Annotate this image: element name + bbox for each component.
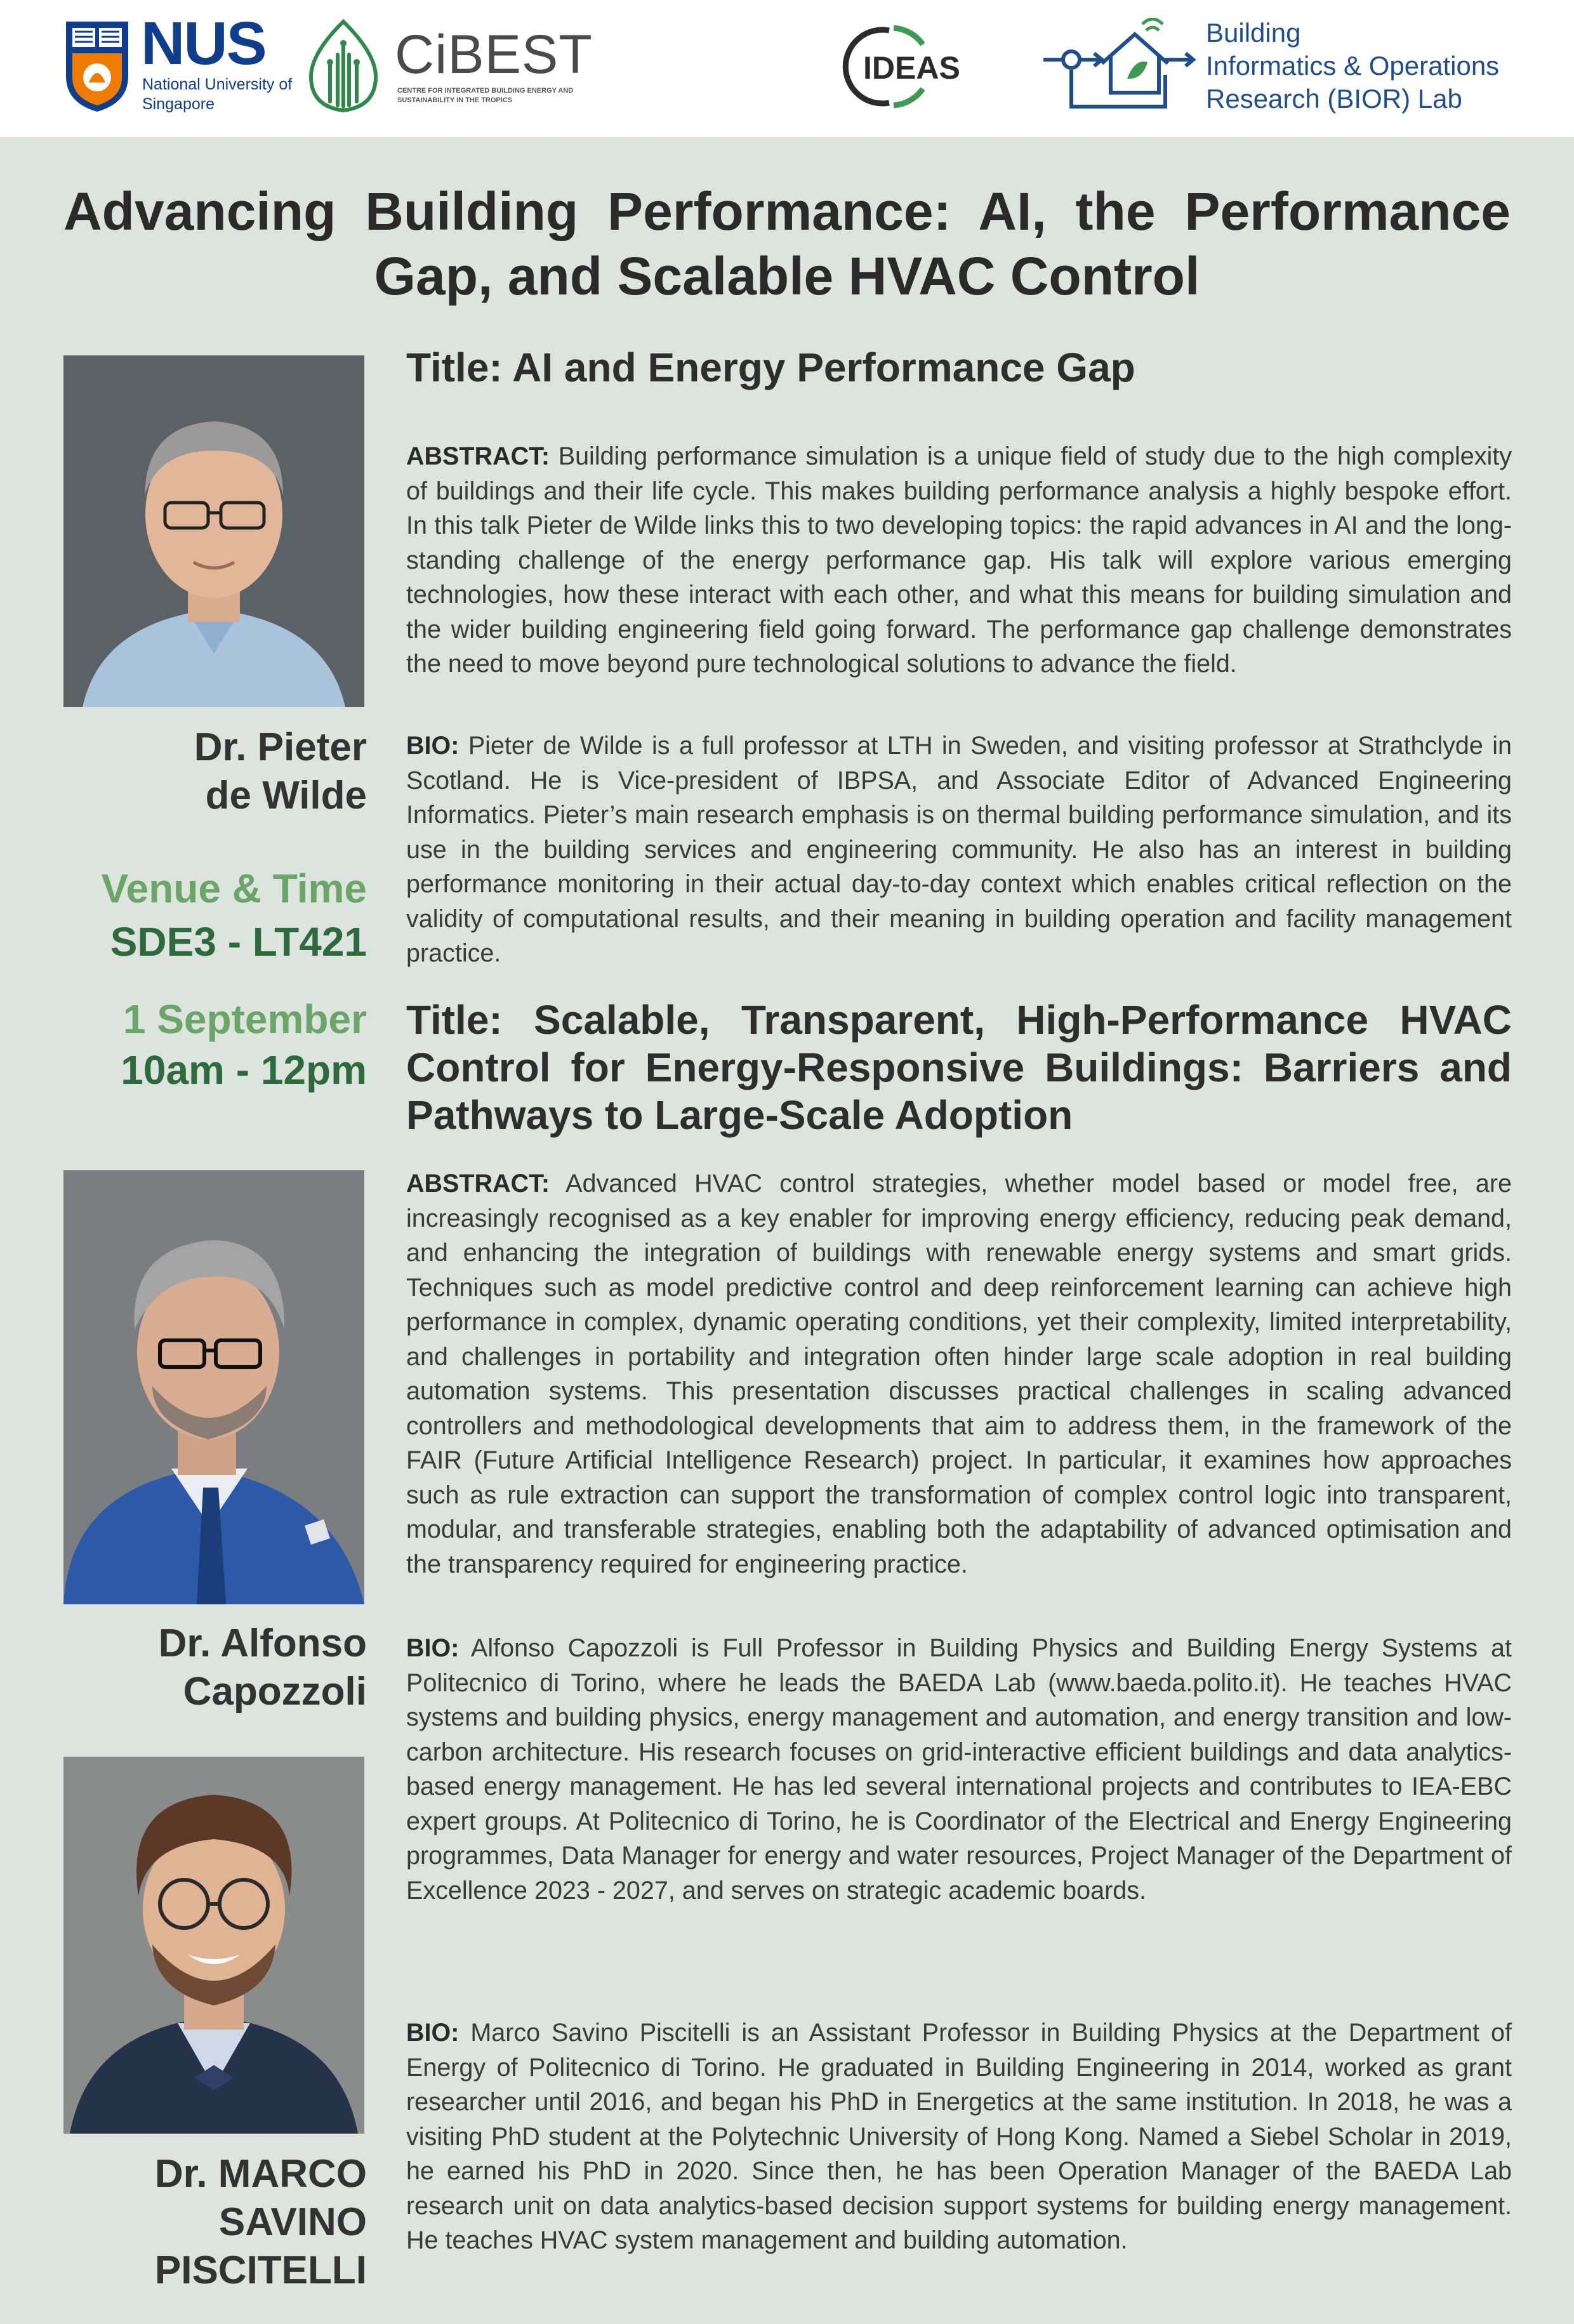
bior-line-3: Research (BIOR) Lab (1206, 84, 1462, 114)
venue-time-label: Venue & Time (101, 866, 367, 911)
nus-wordmark: NUS (141, 10, 266, 77)
speaker-name-line: SAVINO (218, 2200, 367, 2244)
talk1-title: Title: AI and Energy Performance Gap (406, 345, 1135, 390)
logo-bar (0, 0, 1574, 137)
nus-crest-logo (63, 19, 131, 114)
event-title: Advancing Building Performance: AI, the Performance Gap, and Scalable HVAC Control (63, 182, 1511, 306)
talk1-abstract (406, 439, 1512, 682)
talk2-abstract (406, 1166, 1512, 1581)
ideas-logo (842, 19, 1000, 114)
talk1-bio (406, 729, 1512, 971)
bior-lab-wordmark (1206, 17, 1561, 116)
speaker-name-line: Dr. MARCO (154, 2152, 367, 2196)
bior-line-2: Informatics & Operations (1206, 51, 1500, 81)
speaker-name-line: de Wilde (205, 774, 367, 817)
cibest-wordmark: CiBEST (395, 24, 593, 85)
speaker-name-line: PISCITELLI (154, 2248, 367, 2292)
speaker-name-line: Dr. Pieter (194, 725, 367, 769)
piscitelli-bio (406, 2016, 1512, 2258)
speaker-name-line: Dr. Alfonso (158, 1621, 367, 1665)
capozzoli-bio (406, 1631, 1512, 1908)
abstract-label: ABSTRACT: (406, 1170, 550, 1198)
bio-text: Pieter de Wilde is a full professor at LTH in Sweden, and visiting professor at Strathclyde in Scotland. He is Vice-president of IBPSA, and Associate Editor of Advanced Engineering Informatics. Pieter’s main research emphasis is on thermal building performance simulation, and its use in the building services and engineering community. He also has an interest in building performance monitoring in their actual day-to-day context which enables critical reflection on the validity of computational results, and their meaning in building operation and facility management practice. (406, 732, 1512, 967)
bio-label: BIO: (406, 2019, 460, 2047)
marco-savino-piscitelli-photo (63, 1757, 364, 2134)
abstract-text: Building performance simulation is a unique field of study due to the high complexity of buildings and their life cycle. This makes building performance analysis a highly bespoke effort. In this talk Pieter de Wilde links this to two developing topics: the rapid advances in AI and the long-standing challenge of the energy performance gap. His talk will explore various emerging technologies, how these interact with each other, and what this means for building simulation and the wider building engineering field going forward. The performance gap challenge demonstrates the need to move beyond pure technological solutions to advance the field. (406, 442, 1512, 678)
talk2-title: Title: Scalable, Transparent, High-Performance HVAC Control for Energy-Responsive Buildings: Barriers and Pathways to Large-Scale Adoption (406, 997, 1512, 1138)
event-date: 1 September (122, 996, 367, 1042)
bior-lab-logo (1041, 18, 1200, 117)
bio-label: BIO: (406, 1634, 460, 1662)
bior-line-1: Building (1206, 18, 1301, 48)
pieter-de-wilde-photo (63, 355, 364, 707)
abstract-text: Advanced HVAC control strategies, whether model based or model free, are increasingly recognised as a key enabler for improving energy efficiency, reducing peak demand, and enhancing the integration of buildings with renewable energy systems and smart grids. Techniques such as model predictive control and deep reinforcement learning can achieve high performance in complex, dynamic operating conditions, yet their complexity, limited interpretability, and challenges in portability and integration often hinder large scale adoption in real building automation systems. This presentation discusses practical challenges in scaling advanced controllers and methodological developments that aim to address them, in the framework of the FAIR (Future Artificial Intelligence Research) project. In particular, it examines how approaches such as rule extraction can support the transformation of complex control logic into transparent, modular, and transferable strategies, enabling both the adaptability of advanced optimisation and the transparency required for engineering practice. (406, 1170, 1512, 1578)
bio-label: BIO: (406, 732, 460, 760)
cibest-subtitle: CENTRE FOR INTEGRATED BUILDING ENERGY AND SUSTAINABILITY IN THE TROPICS (397, 87, 574, 104)
speaker-name-line: Capozzoli (183, 1670, 367, 1713)
cibest-logo-icon (305, 18, 382, 114)
alfonso-capozzoli-photo (63, 1170, 364, 1604)
nus-subtitle: National University of Singapore (142, 76, 293, 113)
bio-text: Alfonso Capozzoli is Full Professor in Building Physics and Building Energy Systems at Politecnico di Torino, where he leads the BAEDA Lab (www.baeda.polito.it). He teaches HVAC systems and building physics, energy management and automation, and energy transition and low-carbon architecture. His research focuses on grid-interactive efficient buildings and data analytics-based energy management. He has led several international projects and contributes to IEA-EBC expert groups. At Politecnico di Torino, he is Coordinator of the Electrical and Energy Engineering programmes, Data Manager for energy and water resources, Project Manager of the Department of Excellence 2023 - 2027, and serves on strategic academic boards. (406, 1634, 1512, 1905)
venue-room: SDE3 - LT421 (110, 919, 367, 965)
speaker-name-capozzoli (51, 1620, 367, 1716)
abstract-label: ABSTRACT: (406, 442, 550, 470)
ideas-wordmark: IDEAS (863, 50, 960, 86)
speaker-name-piscitelli (51, 2150, 367, 2295)
event-time: 10am - 12pm (121, 1047, 367, 1093)
bio-text: Marco Savino Piscitelli is an Assistant Professor in Building Physics at the Department of Energy of Politecnico di Torino. He graduated in Building Engineering in 2014, worked as grant researcher until 2016, and began his PhD in Energetics at the same institution. In 2018, he was a visiting PhD student at the Polytechnic University of Hong Kong. Named a Siebel Scholar in 2019, he earned his PhD in 2020. Since then, he has been Operation Manager of the BAEDA Lab research unit on data analytics-based decision support systems for building energy management. He teaches HVAC system management and building automation. (406, 2019, 1512, 2254)
speaker-name-de-wilde (51, 723, 367, 820)
